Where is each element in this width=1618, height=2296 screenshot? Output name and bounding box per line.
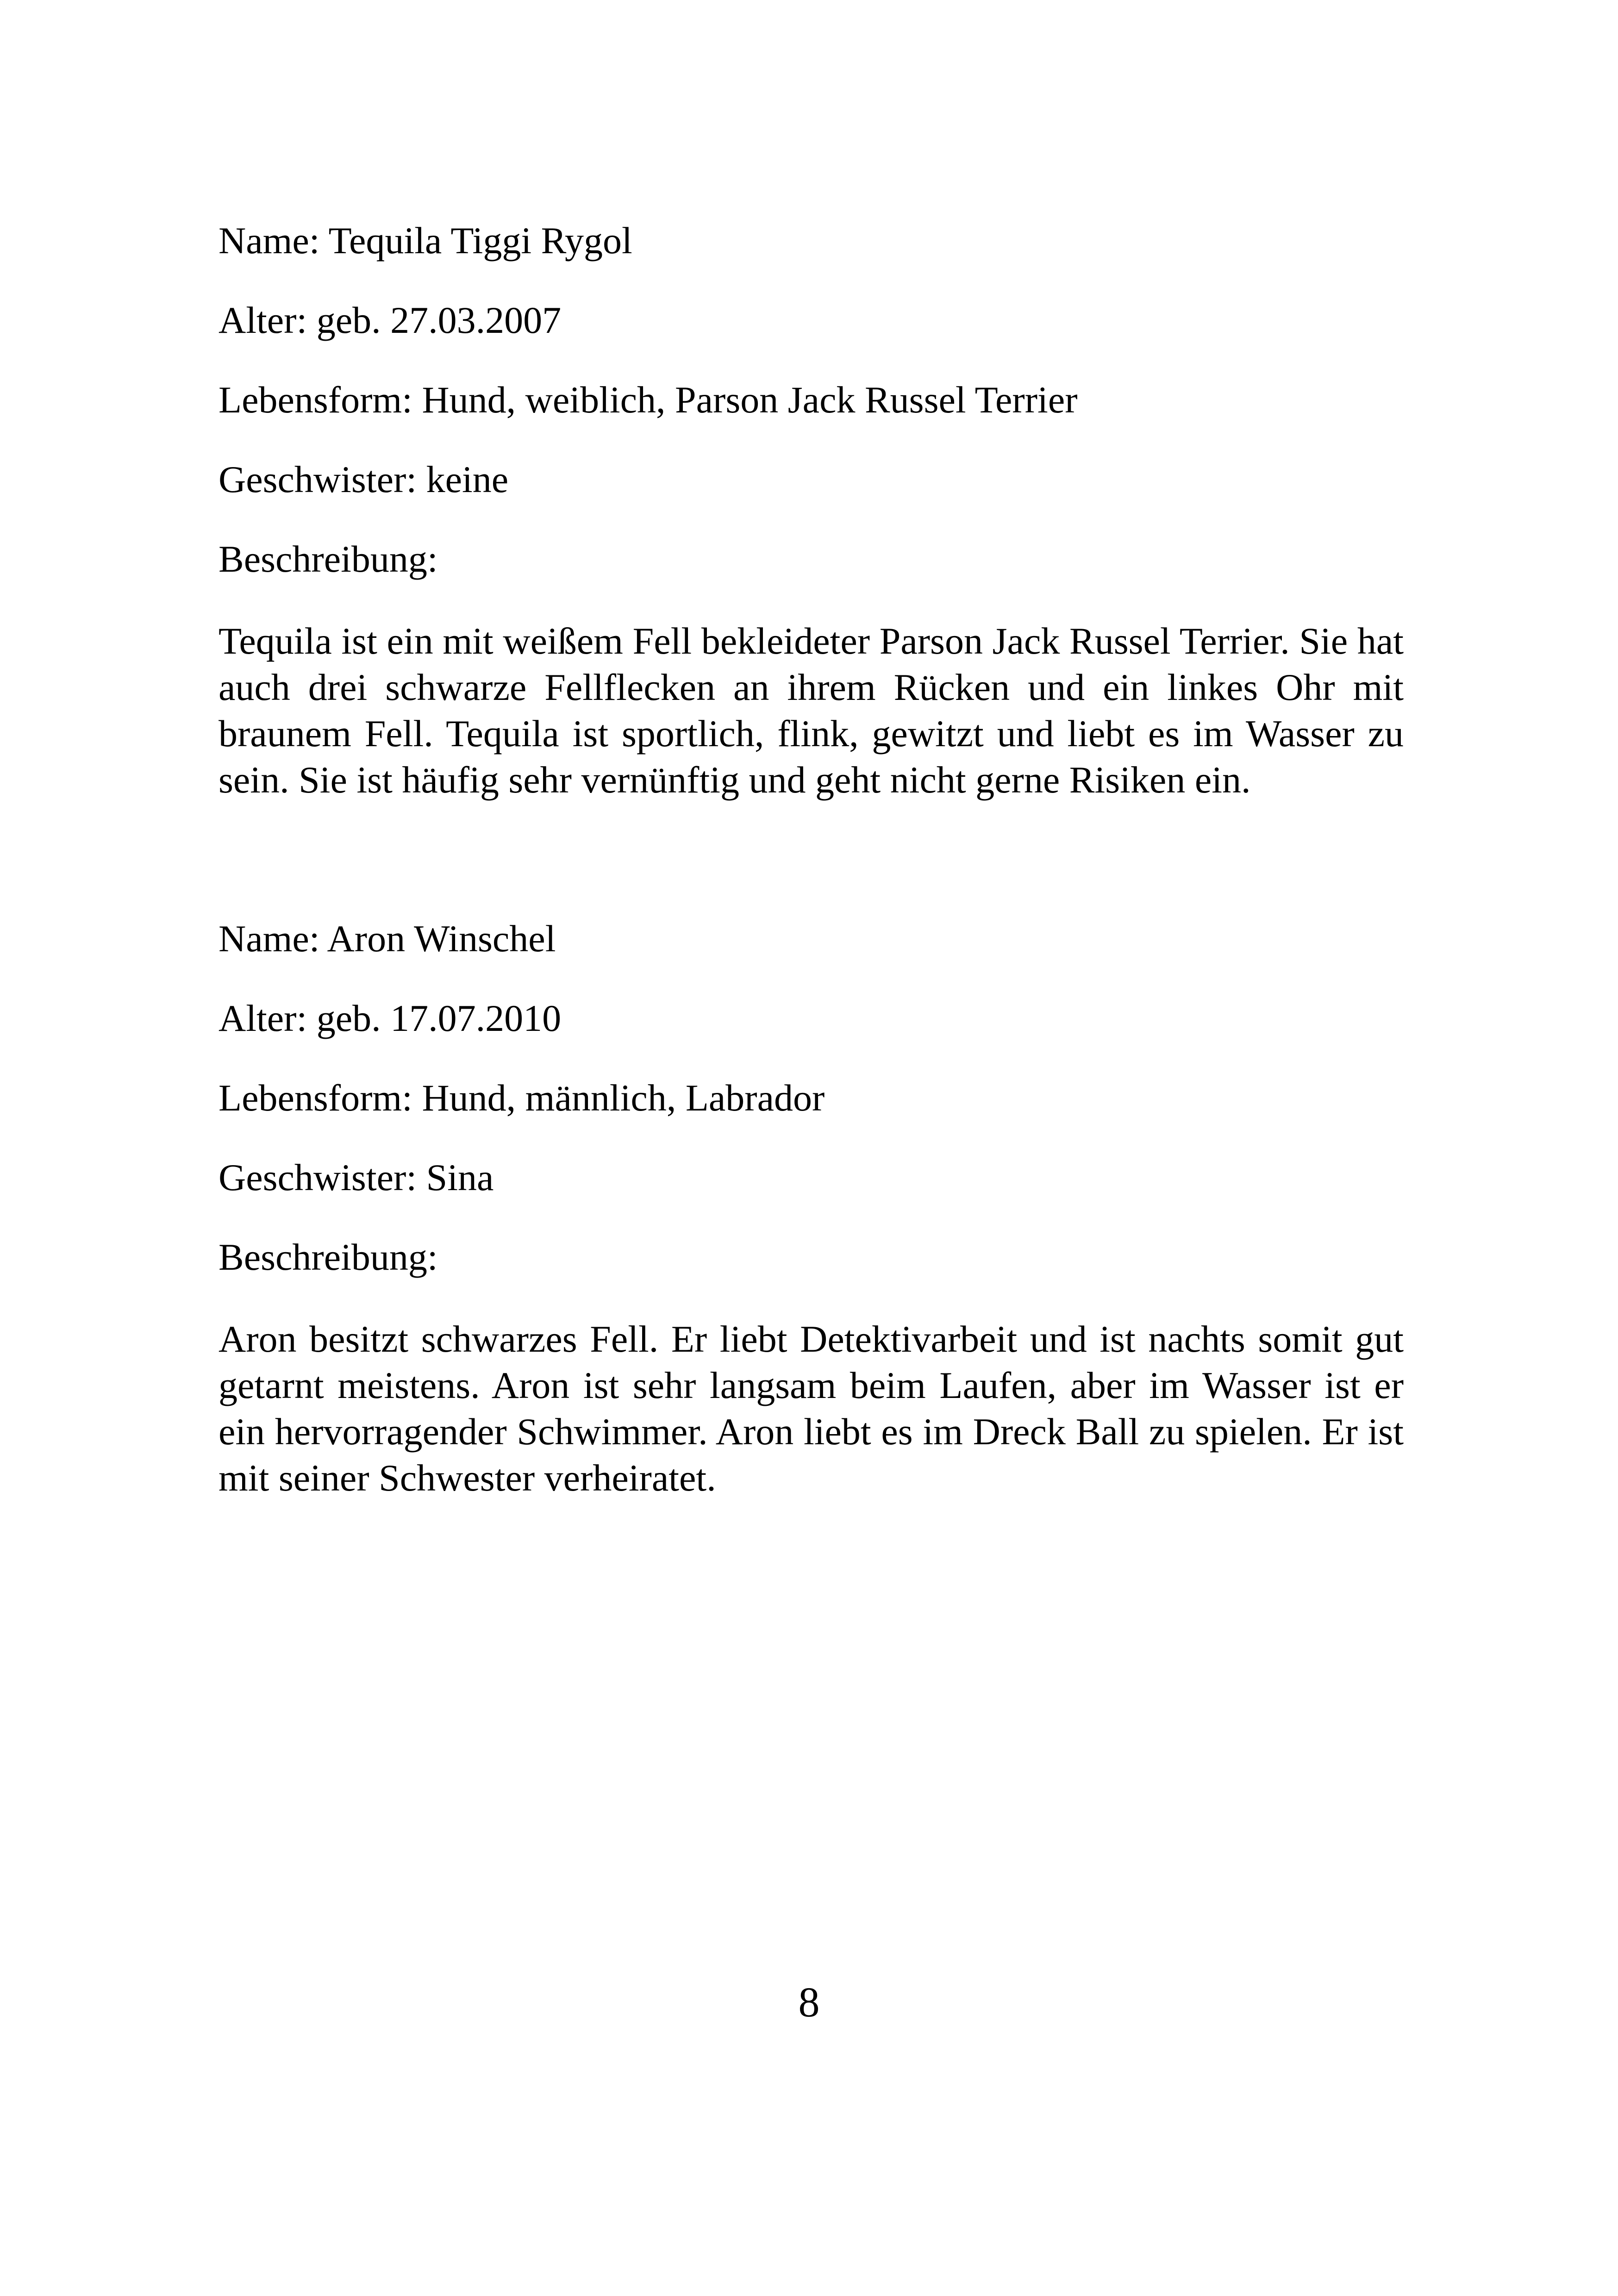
page-number: 8 [798,1978,820,2026]
entry-1-description: Tequila ist ein mit weißem Fell bekleideter Parson Jack Russel Terrier. Sie hat auch drei schwarze Fellflecken an ihrem Rücken und ein linkes Ohr mit braunem Fell. Tequila ist sportlich, flink, gewitzt und liebt es im Wasser zu sein. Sie ist häufig sehr vernünftig und geht nicht gerne Risiken ein. [219,620,1404,801]
entry-2-name: Name: Aron Winschel [219,917,556,960]
entry-1-siblings: Geschwister: keine [219,458,509,500]
entry-2-lifeform: Lebensform: Hund, männlich, Labrador [219,1077,825,1119]
entry-1-age: Alter: geb. 27.03.2007 [219,299,562,341]
entry-2-description: Aron besitzt schwarzes Fell. Er liebt Detektivarbeit und ist nachts somit gut getarnt meistens. Aron ist sehr langsam beim Laufen, aber im Wasser ist er ein hervorragender Schwimmer. Aron liebt es im Dreck Ball zu spielen. Er ist mit seiner Schwester verheiratet. [219,1318,1404,1499]
entry-2-age: Alter: geb. 17.07.2010 [219,997,562,1039]
entry-1-lifeform: Lebensform: Hund, weiblich, Parson Jack Russel Terrier [219,379,1078,421]
entry-2-siblings: Geschwister: Sina [219,1156,494,1198]
entry-1-name: Name: Tequila Tiggi Rygol [219,219,632,262]
entry-2-description-label: Beschreibung: [219,1236,438,1278]
entry-1-description-label: Beschreibung: [219,538,438,580]
